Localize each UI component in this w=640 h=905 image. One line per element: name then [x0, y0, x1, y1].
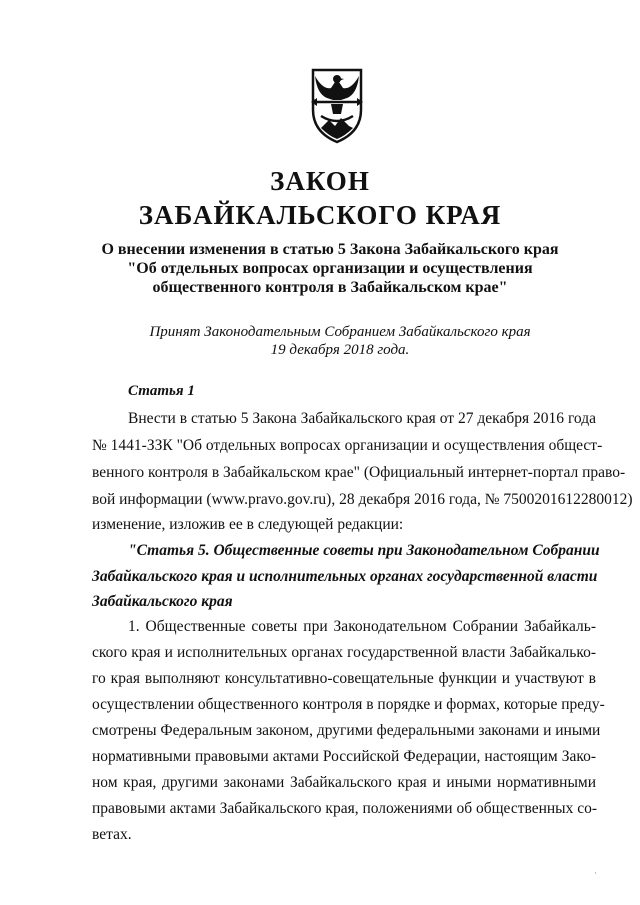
- quoted-article-heading: Забайкальского края: [92, 593, 233, 610]
- law-heading: ЗАКОН: [270, 166, 370, 196]
- adoption-note: [60, 323, 620, 359]
- adoption-date: 19 декабря 2018 года.: [270, 342, 410, 358]
- text-line: 1. Общественные советы при Законодательном Собрании Забайкаль-: [128, 618, 596, 635]
- quoted-article-heading: Забайкальского края и исполнительных органах государственной власти: [92, 568, 598, 585]
- text-line: осуществлении общественного контроля в порядке и формах, которые преду-: [92, 696, 605, 713]
- article-heading: Статья 1: [128, 383, 195, 399]
- quoted-article-heading: "Статья 5. Общественные советы при Законодательном Собрании: [128, 542, 600, 559]
- scan-speck: ·: [594, 868, 597, 878]
- text-line: венного контроля в Забайкальском крае" (Официальный интернет-портал право-: [92, 464, 626, 481]
- text-line: ветах.: [92, 826, 132, 843]
- text-line: № 1441-ЗЗК "Об отдельных вопросах организации и осуществления общест-: [92, 437, 603, 454]
- subtitle-line: общественного контроля в Забайкальском крае": [152, 279, 508, 296]
- adoption-line: Принят Законодательным Собранием Забайкальского края: [149, 324, 531, 340]
- text-line: правовыми актами Забайкальского края, положениями об общественных со-: [92, 800, 598, 817]
- text-line: Внести в статью 5 Закона Забайкальского края от 27 декабря 2016 года: [128, 410, 596, 427]
- subtitle-line: "Об отдельных вопросах организации и осуществления: [127, 260, 533, 277]
- region-heading: ЗАБАЙКАЛЬСКОГО КРАЯ: [138, 200, 502, 230]
- coat-of-arms-icon: [301, 66, 373, 144]
- text-line: го края выполняют консультативно-совещательные функции и участвуют в: [92, 670, 596, 687]
- text-line: вой информации (www.pravo.gov.ru), 28 декабря 2016 года, № 7500201612280012): [92, 491, 633, 508]
- text-line: нормативными правовыми актами Российской Федерации, настоящим Зако-: [92, 748, 596, 765]
- text-line: смотрены Федеральным законом, другими федеральными законами и иными: [92, 722, 601, 739]
- text-line: ского края и исполнительных органах государственной власти Забайкалько-: [92, 644, 596, 661]
- subtitle-line: О внесении изменения в статью 5 Закона Забайкальского края: [101, 241, 559, 258]
- text-line: ном края, другими законами Забайкальского края и иными нормативными: [92, 774, 596, 791]
- law-subtitle: [60, 240, 600, 297]
- text-line: изменение, изложив ее в следующей редакции:: [92, 516, 404, 533]
